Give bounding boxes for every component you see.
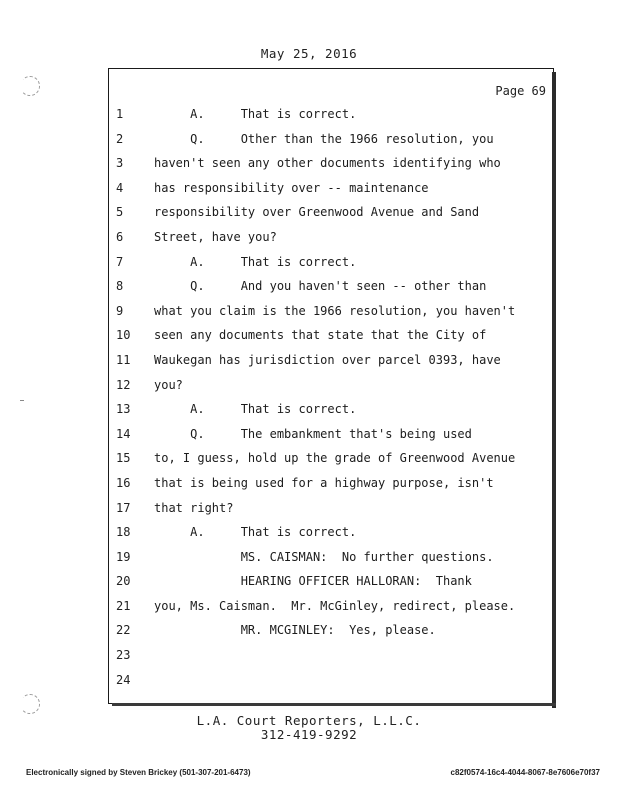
transcript-lines	[110, 102, 550, 692]
transcript-line	[110, 323, 550, 348]
transcript-line	[110, 250, 550, 275]
document-id: c82f0574-16c4-4044-8067-8e7606e70f37	[450, 768, 600, 777]
line-text: Q. Other than the 1966 resolution, you	[154, 131, 494, 146]
transcript-line	[110, 668, 550, 693]
transcript-line	[110, 545, 550, 570]
line-text: that is being used for a highway purpose, isn't	[154, 475, 494, 490]
line-text: A. That is correct.	[154, 254, 357, 269]
footer	[0, 714, 618, 742]
line-text: Waukegan has jurisdiction over parcel 0393, have	[154, 352, 501, 367]
line-number: 15	[116, 451, 131, 466]
line-text: has responsibility over -- maintenance	[154, 180, 429, 195]
line-text: Q. The embankment that's being used	[154, 426, 472, 441]
punch-hole-icon	[20, 76, 40, 96]
transcript-line	[110, 176, 550, 201]
line-number: 24	[116, 672, 131, 687]
line-number: 1	[116, 107, 124, 121]
line-text: you?	[154, 377, 183, 392]
transcript-line	[110, 102, 550, 127]
line-number: 18	[116, 525, 131, 540]
line-number: 10	[116, 328, 131, 343]
line-text: what you claim is the 1966 resolution, you haven't	[154, 303, 516, 318]
line-number: 3	[116, 156, 124, 171]
line-text: Street, have you?	[154, 229, 277, 244]
punch-hole-icon	[20, 694, 40, 714]
page-number: Page 69	[495, 84, 546, 98]
line-text: HEARING OFFICER HALLORAN: Thank	[154, 574, 472, 589]
line-text: haven't seen any other documents identifying who	[154, 156, 501, 171]
line-number: 6	[116, 229, 124, 244]
transcript-line	[110, 151, 550, 176]
transcript-line	[110, 348, 550, 373]
transcript-line	[110, 520, 550, 545]
transcript-line	[110, 422, 550, 447]
line-number: 4	[116, 180, 124, 195]
line-text: to, I guess, hold up the grade of Greenwood Avenue	[154, 451, 516, 466]
transcript-line	[110, 299, 550, 324]
line-number: 12	[116, 377, 131, 392]
frame-bottom-shadow	[112, 703, 556, 706]
transcript-line	[110, 225, 550, 250]
line-number: 20	[116, 574, 131, 589]
line-text: you, Ms. Caisman. Mr. McGinley, redirect, please.	[154, 598, 516, 613]
line-number: 2	[116, 131, 124, 146]
line-text: Q. And you haven't seen -- other than	[154, 279, 487, 294]
line-text: A. That is correct.	[154, 402, 357, 417]
line-text: MS. CAISMAN: No further questions.	[154, 549, 494, 564]
line-number: 7	[116, 254, 124, 269]
line-text: responsibility over Greenwood Avenue and Sand	[154, 205, 480, 220]
line-number: 14	[116, 426, 131, 441]
transcript-line	[110, 274, 550, 299]
transcript-line	[110, 200, 550, 225]
line-text: A. That is correct.	[154, 525, 357, 540]
court-reporter-phone: 312-419-9292	[260, 727, 358, 742]
transcript-line	[110, 496, 550, 521]
transcript-date: May 25, 2016	[260, 46, 358, 61]
line-text: that right?	[154, 500, 234, 515]
line-text: A. That is correct.	[154, 107, 357, 121]
transcript-line	[110, 471, 550, 496]
transcript-line	[110, 397, 550, 422]
transcript-line	[110, 594, 550, 619]
transcript-line	[110, 569, 550, 594]
line-number: 23	[116, 648, 131, 663]
transcript-line	[110, 643, 550, 668]
line-text: MR. MCGINLEY: Yes, please.	[154, 623, 436, 638]
line-number: 21	[116, 598, 131, 613]
frame-shadow	[552, 72, 556, 708]
line-text: seen any documents that state that the City of	[154, 328, 487, 343]
electronic-signature: Electronically signed by Steven Brickey (501-307-201-6473)	[26, 768, 251, 777]
line-number: 5	[116, 205, 124, 220]
scan-mark	[20, 400, 24, 401]
line-number: 9	[116, 303, 124, 318]
line-number: 16	[116, 475, 131, 490]
line-number: 13	[116, 402, 131, 417]
line-number: 11	[116, 352, 131, 367]
transcript-line	[110, 618, 550, 643]
transcript-line	[110, 373, 550, 398]
transcript-line	[110, 446, 550, 471]
transcript-line	[110, 127, 550, 152]
line-number: 8	[116, 279, 124, 294]
line-number: 17	[116, 500, 131, 515]
court-reporter-name: L.A. Court Reporters, L.L.C.	[196, 713, 422, 728]
line-number: 19	[116, 549, 131, 564]
line-number: 22	[116, 623, 131, 638]
